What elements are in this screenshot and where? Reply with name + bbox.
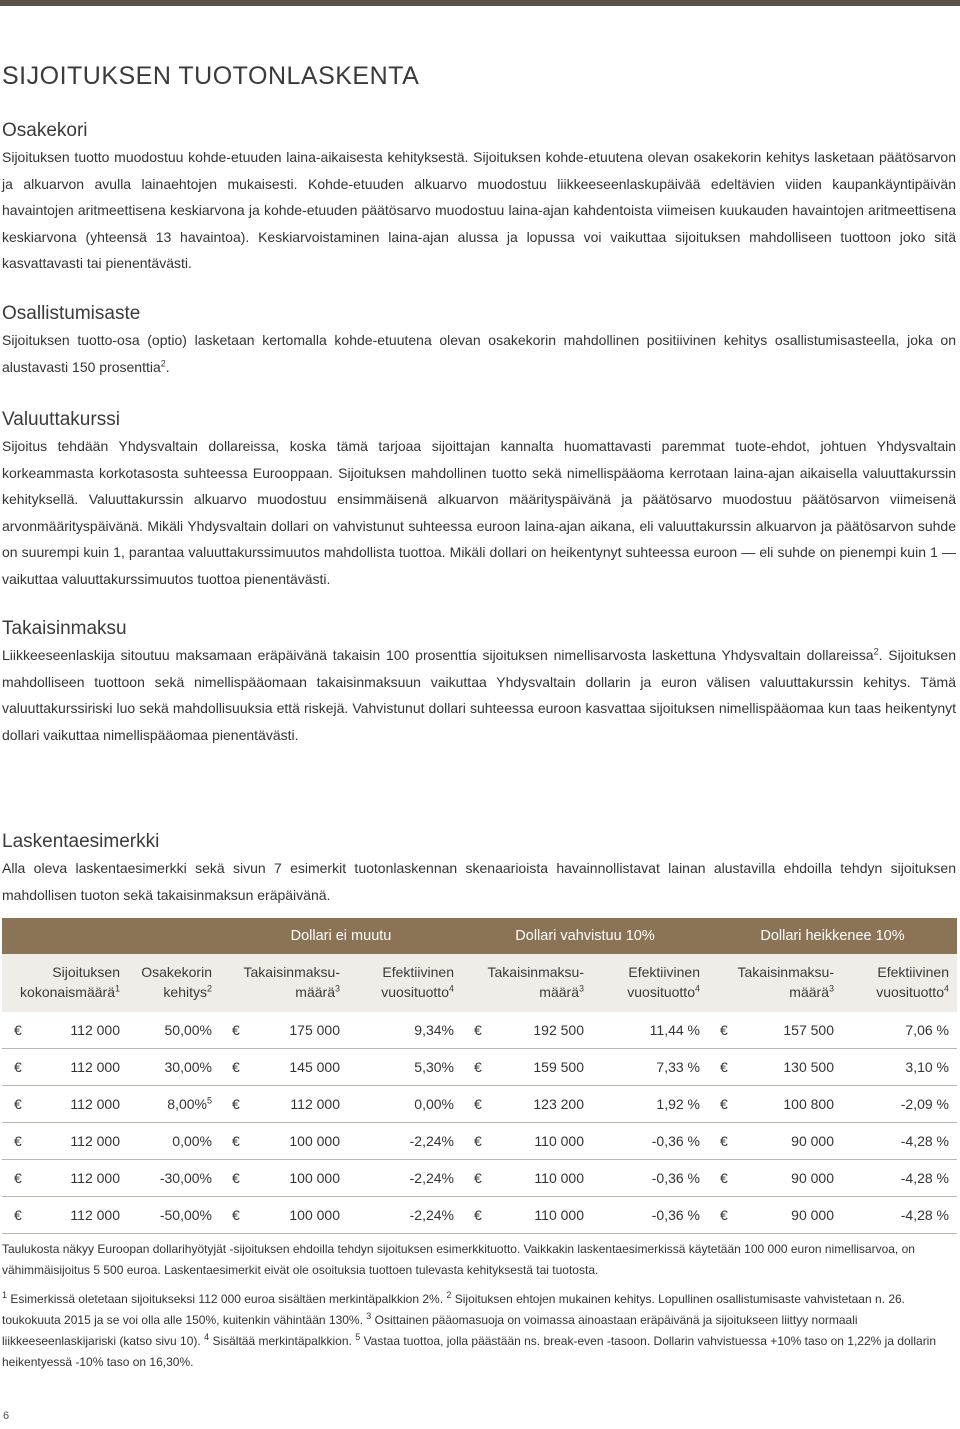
cell-value: -2,24%: [409, 1133, 454, 1149]
table-cell: [708, 1160, 842, 1197]
cell-value: 7,06 %: [905, 1022, 949, 1038]
cell-value: 8,00%: [167, 1096, 207, 1112]
page-number: 6: [3, 1410, 10, 1422]
notes-intro: Taulukosta näkyy Euroopan dollarihyötyjät -sijoituksen ehdoilla tehdyn sijoituksen esimerkkituotto. Vaikkakin laskentaesimerkissä käytetään 100 000 euron nimellisarvoa, on vähimmäisijoitus 5 500 euroa. Laskentaesimerkit eivät ole osoituksia tuottoen tulevasta kehityksestä tai tuotosta.: [2, 1242, 915, 1277]
table-cell: [2, 1197, 128, 1234]
cell-value: 100 000: [289, 1133, 340, 1149]
cell-value: 50,00%: [164, 1022, 212, 1038]
table-row: [2, 1160, 957, 1197]
cell-value: 130 500: [783, 1059, 834, 1075]
cell-value: 112 000: [70, 1207, 120, 1223]
table-cell: [220, 1049, 348, 1086]
euro-sign: €: [232, 1133, 240, 1149]
cell-value: 123 200: [533, 1096, 584, 1112]
euro-sign: €: [14, 1096, 22, 1112]
euro-sign: €: [232, 1207, 240, 1223]
euro-sign: €: [14, 1022, 22, 1038]
section-heading: Osallistumisaste: [2, 303, 141, 324]
cell-value: 3,10 %: [905, 1059, 949, 1075]
scenario-spacer: [2, 918, 220, 954]
euro-sign: €: [474, 1133, 482, 1149]
cell-value: 90 000: [791, 1170, 834, 1186]
euro-sign: €: [474, 1096, 482, 1112]
cell-value: -4,28 %: [900, 1133, 949, 1149]
euro-sign: €: [14, 1133, 22, 1149]
euro-sign: €: [232, 1059, 240, 1075]
table-cell: [842, 1123, 957, 1160]
table-cell: [220, 1086, 348, 1123]
table-cell: [2, 1086, 128, 1123]
table-cell: [462, 1049, 592, 1086]
section-osallistumisaste: [2, 301, 956, 380]
euro-sign: €: [720, 1096, 728, 1112]
table-cell: [220, 1197, 348, 1234]
cell-value: 0,00%: [172, 1133, 212, 1149]
cell-value: 100 800: [783, 1096, 834, 1112]
table-cell: [462, 1012, 592, 1049]
euro-sign: €: [14, 1170, 22, 1186]
section-heading: Valuuttakurssi: [2, 409, 120, 430]
cell-value: 112 000: [290, 1096, 340, 1112]
table-cell: [348, 1123, 462, 1160]
table-cell: [348, 1160, 462, 1197]
table-cell: [220, 1012, 348, 1049]
table-cell: [220, 1160, 348, 1197]
column-header-row: [2, 954, 957, 1012]
table-cell: [462, 1160, 592, 1197]
cell-value: 100 000: [289, 1207, 340, 1223]
cell-value: 5,30%: [414, 1059, 454, 1075]
euro-sign: €: [474, 1207, 482, 1223]
scenario-header: Dollari vahvistuu 10%: [462, 918, 708, 954]
cell-value: 145 000: [289, 1059, 340, 1075]
table-cell: [348, 1086, 462, 1123]
euro-sign: €: [720, 1207, 728, 1223]
table-cell: [708, 1012, 842, 1049]
column-header: Efektiivinen vuosituotto$^4$: [348, 954, 462, 1012]
cell-value: -2,24%: [409, 1207, 454, 1223]
cell-value: -2,09 %: [900, 1096, 949, 1112]
cell-value: 0,00%: [414, 1096, 454, 1112]
section-text: Sijoitus tehdään Yhdysvaltain dollareissa, koska tämä tarjoaa sijoittajan kannalta huomattavasti paremmat tuote-ehdot, johtuen Yhdysvaltain korkeammasta korkotasosta suhteessa Eurooppaan. Sijoituksen mahdollinen tuotto sekä nimellispääoma kerrotaan laina-ajan aikaisella valuuttakurssin kehityksellä. Valuuttakurssin alkuarvo muodostuu ensimmäisenä alkuarvon määrityspäivänä ja päätösarvo muodostuu päätösarvon viimeisenä arvonmäärityspäivänä. Mikäli Yhdysvaltain dollari on vahvistunut suhteessa euroon laina-ajan aikana, eli valuuttakurssin alkuarvon ja päätösarvon suhde on suurempi kuin 1, parantaa valuuttakurssimuutos mahdollista tuottoa. Mikäli dollari on heikentynyt suhteessa euroon — eli suhde on pienempi kuin 1 — vaikuttaa valuuttakurssimuutos tuottoa pienentävästi.: [2, 438, 956, 587]
cell-value: 175 000: [289, 1022, 340, 1038]
cell-value: 90 000: [791, 1207, 834, 1223]
scenario-header-row: [2, 918, 957, 954]
cell-value: 112 000: [70, 1133, 120, 1149]
column-header: Efektiivinen vuosituotto$^4$: [592, 954, 708, 1012]
table-cell: [128, 1197, 220, 1234]
table-cell: [462, 1086, 592, 1123]
euro-sign: €: [720, 1133, 728, 1149]
cell-value: 110 000: [534, 1170, 584, 1186]
section-heading: Takaisinmaksu: [2, 618, 127, 639]
table-cell: [348, 1197, 462, 1234]
table-cell: [592, 1086, 708, 1123]
cell-value: -0,36 %: [651, 1207, 700, 1223]
euro-sign: €: [14, 1207, 22, 1223]
section-heading: Osakekori: [2, 120, 88, 141]
cell-value: 110 000: [534, 1207, 584, 1223]
section-valuuttakurssi: [2, 407, 956, 592]
euro-sign: €: [720, 1022, 728, 1038]
table-row: [2, 1049, 957, 1086]
table-row: [2, 1123, 957, 1160]
cell-value: 100 000: [289, 1170, 340, 1186]
cell-value: -2,24%: [409, 1170, 454, 1186]
column-header: Sijoituksen kokonaismäärä$^1$: [2, 954, 128, 1012]
section-text: Sijoituksen tuotto muodostuu kohde-etuuden laina-aikaisesta kehityksestä. Sijoituksen kohde-etuutena olevan osakekorin kehitys lasketaan päätösarvon ja alkuarvon avulla lainaehtojen mukaisesti. Kohde-etuuden alkuarvo muodostuu liikkeeseenlaskupäivää edeltävien viiden kaupankäyntipäivän havaintojen aritmeettisena keskiarvona ja kohde-etuuden päätösarvo muodostuu laina-ajan kahdentoista viimeisen kuukauden havaintojen aritmeettisena keskiarvona (yhteensä 13 havaintoa). Keskiarvoistaminen laina-ajan alussa ja lopussa voi vaikuttaa sijoituksen mahdolliseen tuottoon joko sitä kasvattavasti tai pienentävästi.: [2, 149, 956, 271]
cell-value: 9,34%: [414, 1022, 454, 1038]
cell-value: 112 000: [70, 1059, 120, 1075]
cell-value: 112 000: [70, 1022, 120, 1038]
table-cell: [128, 1049, 220, 1086]
table-cell: [2, 1123, 128, 1160]
cell-value: -50,00%: [159, 1207, 212, 1223]
section-text: Sijoituksen tuotto-osa (optio) lasketaan kertomalla kohde-etuutena olevan osakekorin mahdollinen positiivinen kehitys osallistumisasteella, joka on alustavasti 150 prosenttia$^2$.: [2, 332, 956, 375]
scenario-header: Dollari ei muutu: [220, 918, 462, 954]
table-cell: [128, 1012, 220, 1049]
table-cell: [348, 1012, 462, 1049]
footnote-ref: 2: [160, 357, 166, 368]
euro-sign: €: [474, 1170, 482, 1186]
euro-sign: €: [232, 1022, 240, 1038]
cell-value: -0,36 %: [651, 1133, 700, 1149]
cell-value: 112 000: [70, 1170, 120, 1186]
table-row: [2, 1197, 957, 1234]
table-cell: [462, 1123, 592, 1160]
table-cell: [220, 1123, 348, 1160]
cell-value: 90 000: [791, 1133, 834, 1149]
cell-value: 7,33 %: [656, 1059, 700, 1075]
cell-value: 30,00%: [164, 1059, 212, 1075]
euro-sign: €: [720, 1059, 728, 1075]
table-cell: [128, 1160, 220, 1197]
section-laskentaesimerkki: [2, 829, 956, 908]
table-cell: [708, 1086, 842, 1123]
table-cell: [128, 1123, 220, 1160]
table-cell: [592, 1197, 708, 1234]
euro-sign: €: [474, 1022, 482, 1038]
footnote-ref: 2: [873, 646, 879, 657]
cell-value: 11,44 %: [649, 1022, 700, 1038]
section-heading: Laskentaesimerkki: [2, 831, 160, 852]
table-cell: [708, 1197, 842, 1234]
table-cell: [842, 1012, 957, 1049]
table-row: [2, 1086, 957, 1123]
footnotes: [2, 1289, 956, 1373]
table-cell: [708, 1049, 842, 1086]
footnote-ref: 5: [206, 1095, 212, 1106]
table-cell: [842, 1086, 957, 1123]
column-header: Takaisinmaksu- määrä$^3$: [220, 954, 348, 1012]
cell-value: 112 000: [70, 1096, 120, 1112]
euro-sign: €: [474, 1059, 482, 1075]
page-title: SIJOITUKSEN TUOTONLASKENTA: [2, 62, 420, 90]
table-cell: [842, 1049, 957, 1086]
top-decorative-bar: [0, 0, 960, 6]
table-cell: [2, 1160, 128, 1197]
table-cell: [592, 1049, 708, 1086]
cell-value: 110 000: [534, 1133, 584, 1149]
cell-value: -4,28 %: [900, 1207, 949, 1223]
cell-value: 1,92 %: [656, 1096, 700, 1112]
euro-sign: €: [14, 1059, 22, 1075]
cell-value: 159 500: [533, 1059, 584, 1075]
table-cell: [2, 1049, 128, 1086]
table-cell: [128, 1086, 220, 1123]
table-cell: [842, 1160, 957, 1197]
euro-sign: €: [232, 1170, 240, 1186]
cell-value: -4,28 %: [900, 1170, 949, 1186]
table-cell: [592, 1123, 708, 1160]
cell-value: -0,36 %: [651, 1170, 700, 1186]
cell-value: 192 500: [533, 1022, 584, 1038]
table-cell: [348, 1049, 462, 1086]
table-cell: [842, 1197, 957, 1234]
section-takaisinmaksu: [2, 616, 956, 748]
column-header: Osakekorin kehitys$^2$: [128, 954, 220, 1012]
section-osakekori: [2, 118, 956, 277]
column-header: Takaisinmaksu- määrä$^3$: [708, 954, 842, 1012]
table-cell: [708, 1123, 842, 1160]
cell-value: -30,00%: [159, 1170, 212, 1186]
table-body: [2, 1012, 957, 1234]
euro-sign: €: [720, 1170, 728, 1186]
euro-sign: €: [232, 1096, 240, 1112]
footnote-list: $^1$ Esimerkissä oletetaan sijoitukseksi 112 000 euroa sisältäen merkintäpalkkion 2%. $^2$ Sijoituksen ehtojen mukainen kehitys. Lopullinen osallistumisaste vahvistetaan n. 26. toukokuuta 2015 ja se voi olla alle 150%, kuitenkin vähintään 130%. $^3$ Osittainen pääomasuoja on voimassa ainoastaan eräpäivänä ja sijoitukseen liittyy normaali liikkeeseenlaskijariski (katso sivu 10). $^4$ Sisältää merkintäpalkkion. $^5$ Vastaa tuottoa, jolla päästään ns. break-even -tasoon. Dollarin vahvistuessa +10% taso on 1,22% ja dollarin heikentyessä -10% taso on 16,30%.: [2, 1290, 937, 1369]
table-cell: [2, 1012, 128, 1049]
scenario-header: Dollari heikkenee 10%: [708, 918, 957, 954]
column-header: Efektiivinen vuosituotto$^4$: [842, 954, 957, 1012]
cell-value: 157 500: [783, 1022, 834, 1038]
calculation-table: [2, 918, 957, 1234]
table-cell: [592, 1012, 708, 1049]
section-text: Liikkeeseenlaskija sitoutuu maksamaan eräpäivänä takaisin 100 prosenttia sijoituksen nimellisarvosta laskettuna Yhdysvaltain dollareissa$^2$. Sijoituksen mahdolliseen tuottoon sekä nimellispääomaan takaisinmaksuun vaikuttaa Yhdysvaltain dollarin ja euron välisen valuuttakurssin kehitys. Tämä valuuttakurssiriski luo sekä mahdollisuuksia että riskejä. Vahvistunut dollari suhteessa euroon kasvattaa sijoituksen nimellispääomaa kun taas heikentynyt dollari vaikuttaa nimellispääomaa pienentävästi.: [2, 646, 957, 743]
column-header: Takaisinmaksu- määrä$^3$: [462, 954, 592, 1012]
table-notes: [2, 1239, 956, 1281]
section-text: Alla oleva laskentaesimerkki sekä sivun 7 esimerkit tuotonlaskennan skenaarioista havainnollistavat lainan alustavilla ehdoilla tehdyn sijoituksen mahdollisen tuoton sekä takaisinmaksun eräpäivänä.: [2, 860, 956, 903]
table-row: [2, 1012, 957, 1049]
table-cell: [592, 1160, 708, 1197]
table-cell: [462, 1197, 592, 1234]
